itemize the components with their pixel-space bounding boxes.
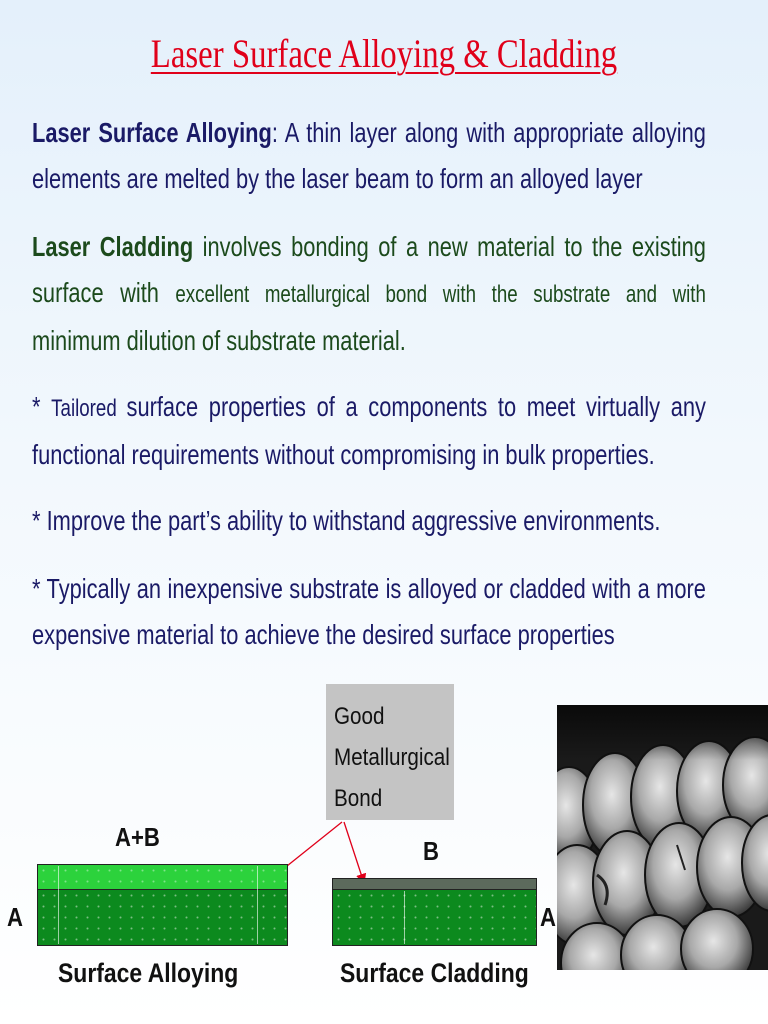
bullet-tailored-word: Tailored (51, 395, 127, 422)
bullet-tailored-properties (32, 384, 706, 478)
bullet-aggressive-environments: * Improve the part’s ability to withstand aggressive environments. (32, 505, 661, 536)
caption-surface-alloying: Surface Alloying (58, 958, 239, 988)
good-metallurgical-bond-callout (326, 684, 454, 820)
paragraph-surface-alloying (32, 110, 706, 202)
laser-cladding-definition-a: involves bonding of a new material to the existing surface with (32, 231, 706, 308)
alloying-substrate (37, 889, 288, 946)
bullet-marker: * (32, 391, 52, 422)
term-surface-alloying: Laser Surface Alloying (32, 117, 272, 148)
callout-line-3: Bond (334, 785, 383, 812)
bullet-tailored-text: surface properties of a components to meet virtually any functional requirements without compromising in bulk properties. (32, 391, 706, 470)
label-b: B (423, 836, 439, 866)
arrow-to-clad-interface (344, 822, 364, 883)
label-a-left: A (7, 902, 23, 932)
alloyed-layer (37, 864, 288, 891)
surface-alloying-definition: : A thin layer along with appropriate alloying elements are melted by the laser beam to form an alloyed layer (32, 117, 706, 194)
page-title: Laser Surface Alloying & Cladding (150, 31, 618, 76)
laser-cladding-definition-b: excellent metallurgical bond with the substrate and with (175, 281, 706, 308)
paragraph-laser-cladding (32, 224, 706, 364)
label-a-right: A (540, 902, 556, 932)
clad-tracks-photo (557, 705, 768, 970)
laser-cladding-definition-c: minimum dilution of substrate material. (32, 325, 406, 356)
callout-line-2: Metallurgical (334, 744, 450, 771)
label-a-plus-b: A+B (115, 822, 160, 852)
callout-line-1: Good (334, 703, 385, 730)
bullet-inexpensive-substrate: * Typically an inexpensive substrate is alloyed or cladded with a more expensive material to achieve the desired surface properties (32, 573, 706, 650)
cladding-substrate (332, 889, 537, 946)
term-laser-cladding: Laser Cladding (32, 231, 194, 262)
caption-surface-cladding: Surface Cladding (340, 958, 529, 988)
